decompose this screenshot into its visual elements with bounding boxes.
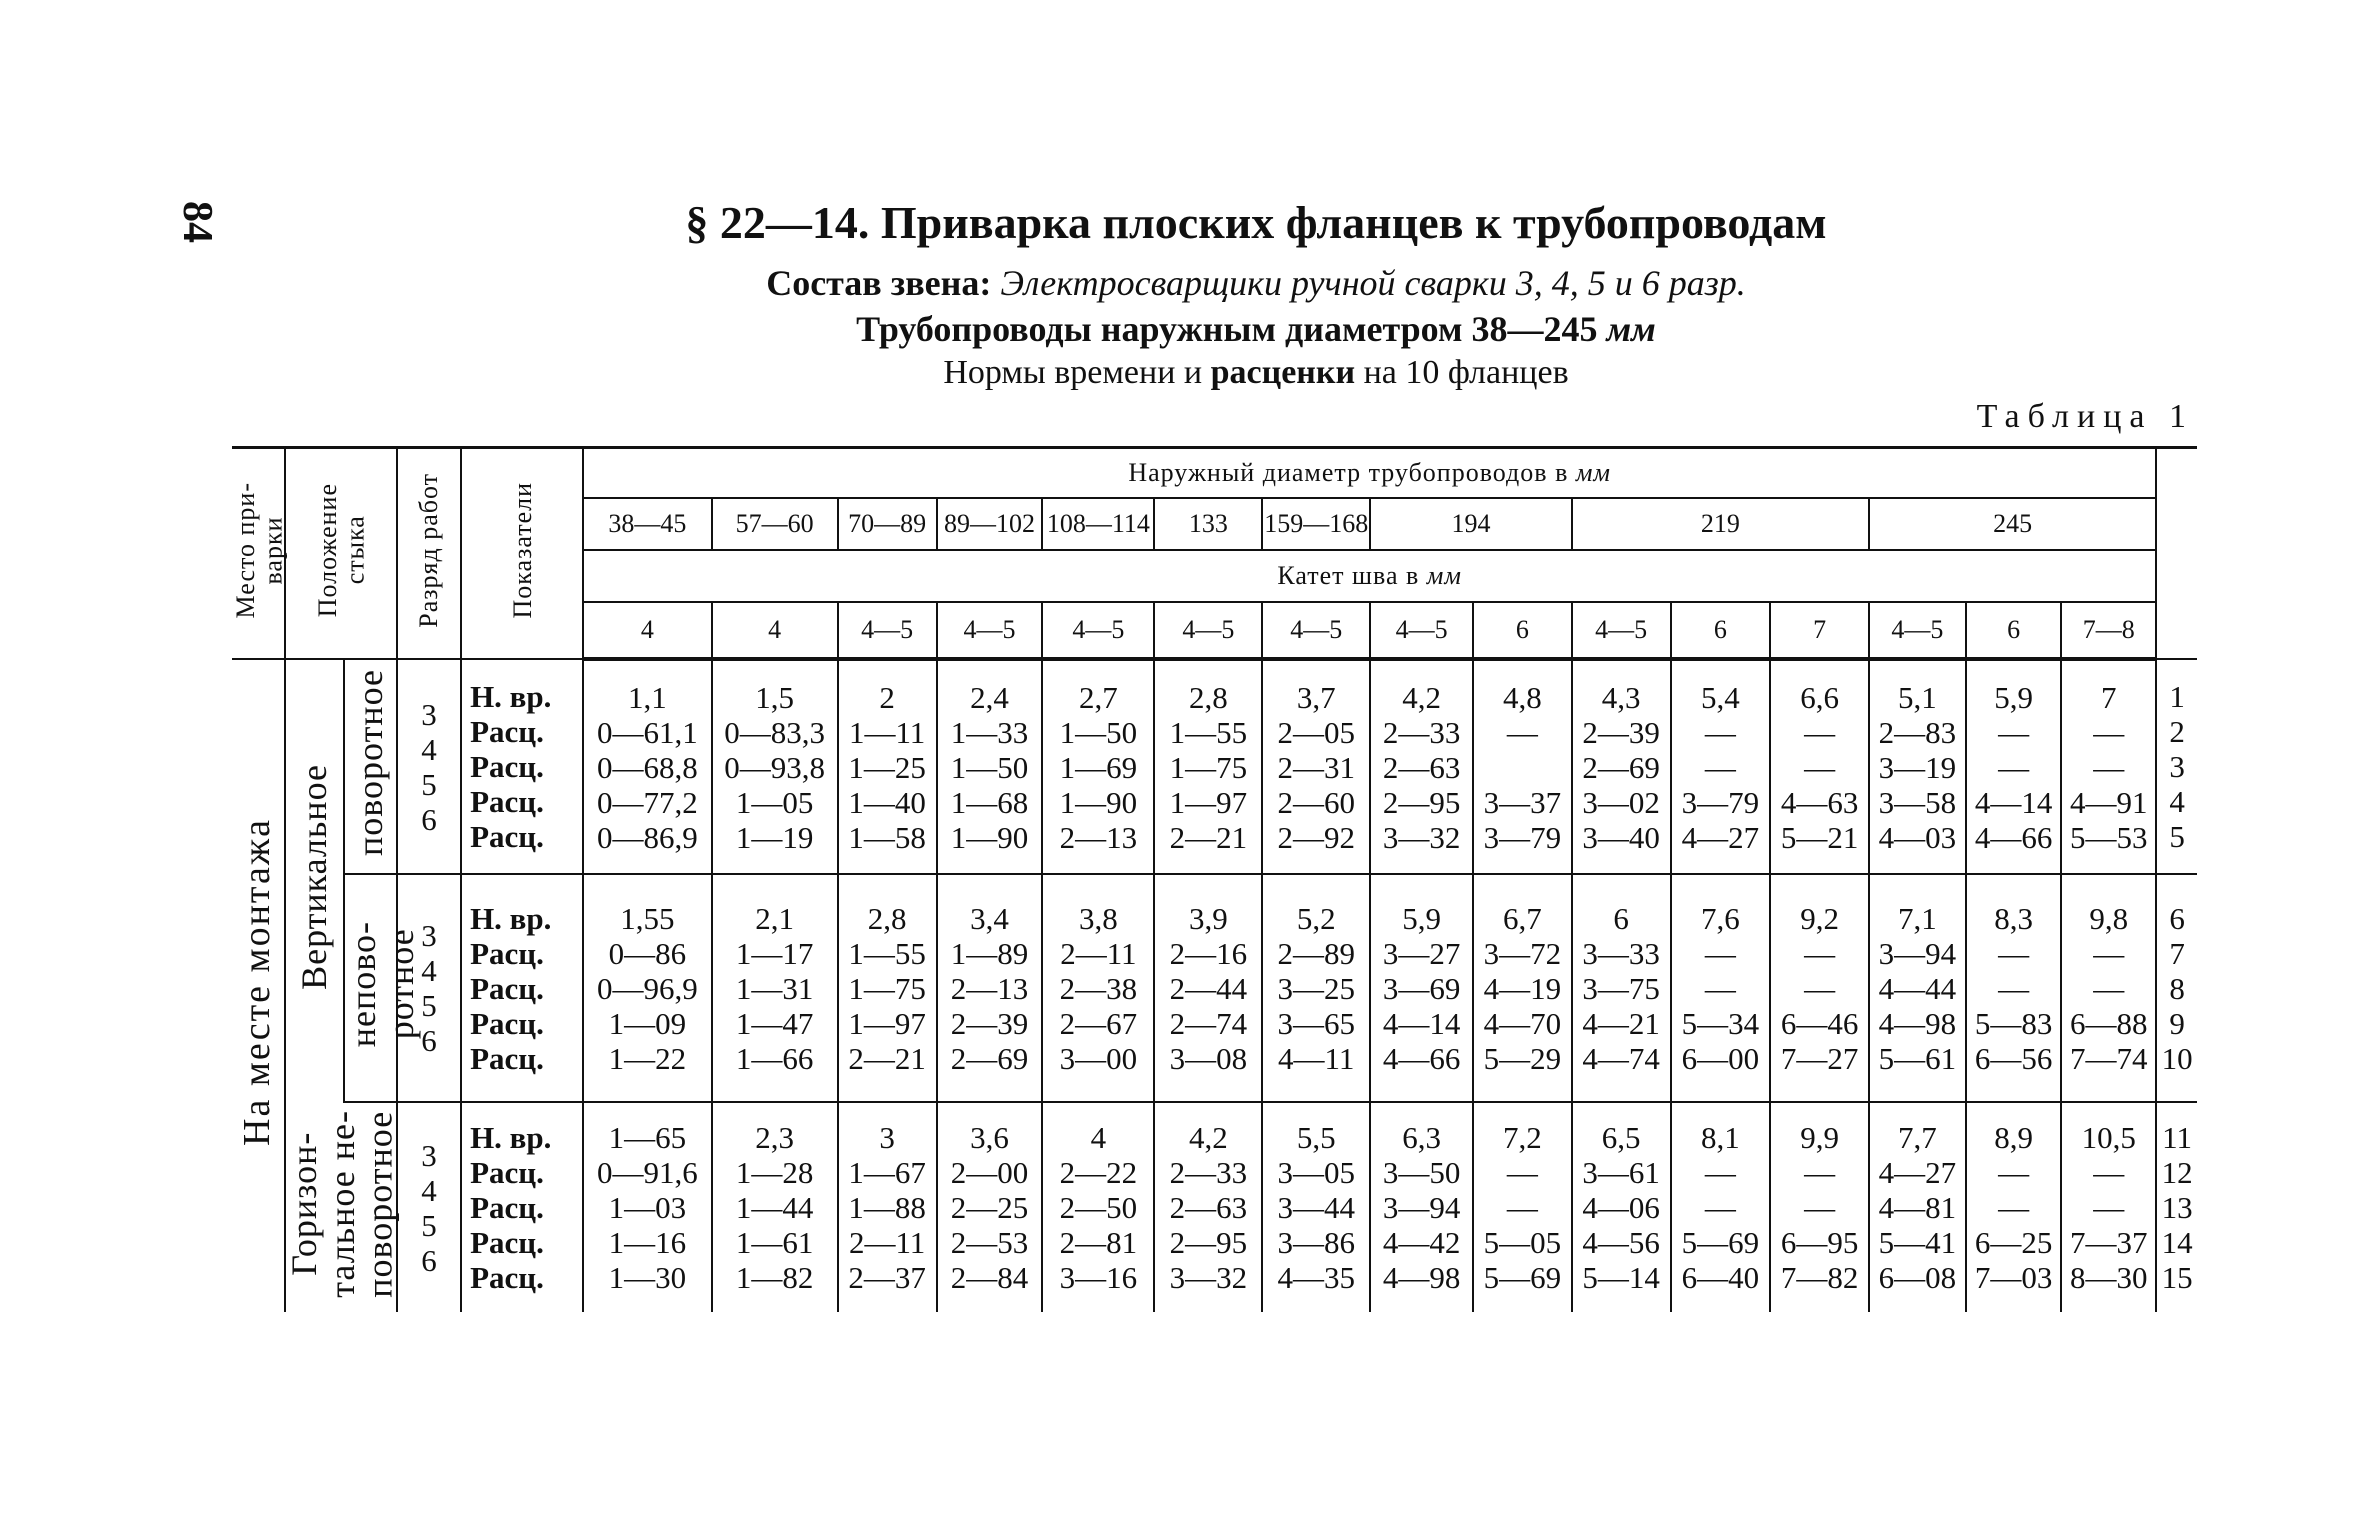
value-cell: 4,2 2—33 2—63 2—95 3—32 [1154,1102,1262,1312]
leg-cell: 4—5 [1370,602,1473,659]
diameter-cell: 70—89 [838,498,937,550]
value-cell: 1—65 0—91,6 1—03 1—16 1—30 [583,1102,711,1312]
diameter-cell: 108—114 [1042,498,1154,550]
grades: 3 4 5 6 [397,874,461,1102]
diameter-cell: 89—102 [937,498,1043,550]
leg-cell: 4—5 [1869,602,1966,659]
value-cell: 9,2 — — 6—46 7—27 [1770,874,1869,1102]
header-rownum [2156,448,2197,660]
indicators: Н. вр. Расц. Расц. Расц. Расц. [461,659,583,874]
leg-cell: 4—5 [1154,602,1262,659]
header-indicators: Показатели [461,448,583,660]
pipes-unit: мм [1606,309,1656,349]
value-cell: 4 2—22 2—50 2—81 3—16 [1042,1102,1154,1312]
value-cell: 2,7 1—50 1—69 1—90 2—13 [1042,659,1154,874]
header-leg: Катет шва в мм [583,550,2156,602]
indicators: Н. вр. Расц. Расц. Расц. Расц. [461,1102,583,1312]
value-cell: 3,9 2—16 2—44 2—74 3—08 [1154,874,1262,1102]
grades: 3 4 5 6 [397,1102,461,1312]
diameter-cell: 38—45 [583,498,711,550]
norms-text-2: на 10 фланцев [1363,354,1569,391]
diameter-cell: 194 [1370,498,1572,550]
leg-cell: 6 [1671,602,1771,659]
leg-cell: 4—5 [1262,602,1370,659]
diameter-cell: 133 [1154,498,1262,550]
vertical-cell: Вертикальное [285,659,344,1102]
value-cell: 5,2 2—89 3—25 3—65 4—11 [1262,874,1370,1102]
diameter-cell: 219 [1572,498,1869,550]
value-cell: 5,9 3—27 3—69 4—14 4—66 [1370,874,1473,1102]
diameter-cell: 57—60 [712,498,838,550]
pipes-text: Трубопроводы наружным диаметром 38—245 [856,309,1598,349]
norms-text-1: Нормы времени и [943,354,1203,391]
leg-cell: 4—5 [1042,602,1154,659]
norms-text-bold: расценки [1210,354,1356,391]
value-cell: 7,6 — — 5—34 6—00 [1671,874,1771,1102]
norms-table [232,446,2197,1312]
composition-label: Состав звена: [766,263,992,303]
value-cell: 3,6 2—00 2—25 2—53 2—84 [937,1102,1043,1312]
row-numbers: 1 2 3 4 5 [2156,659,2197,874]
value-cell: 5,4 — — 3—79 4—27 [1671,659,1771,874]
group-label: непово- ротное [344,874,397,1102]
value-cell: 4,2 2—33 2—63 2—95 3—32 [1370,659,1473,874]
leg-cell: 4 [712,602,838,659]
value-cell: 2,8 1—55 1—75 1—97 2—21 [1154,659,1262,874]
page-number: 84 [174,201,220,243]
value-cell: 7,2 — — 5—05 5—69 [1473,1102,1572,1312]
value-cell: 7,1 3—94 4—44 4—98 5—61 [1869,874,1966,1102]
value-cell: 2,3 1—28 1—44 1—61 1—82 [712,1102,838,1312]
diameter-cell: 245 [1869,498,2156,550]
value-cell: 2,8 1—55 1—75 1—97 2—21 [838,874,937,1102]
value-cell: 1,1 0—61,1 0—68,8 0—77,2 0—86,9 [583,659,711,874]
leg-cell: 7 [1770,602,1869,659]
place-cell: На месте монтажа [236,818,279,1146]
composition-line [0,262,2362,304]
norms-line [0,354,2362,392]
value-cell: 6,5 3—61 4—06 4—56 5—14 [1572,1102,1671,1312]
leg-cell: 4 [583,602,711,659]
header-diameter: Наружный диаметр трубопроводов в мм [583,448,2156,499]
value-cell: 2,1 1—17 1—31 1—47 1—66 [712,874,838,1102]
value-cell: 6,3 3—50 3—94 4—42 4—98 [1370,1102,1473,1312]
value-cell: 2 1—11 1—25 1—40 1—58 [838,659,937,874]
leg-cell: 6 [1473,602,1572,659]
value-cell: 5,9 — — 4—14 4—66 [1966,659,2062,874]
pipes-line [0,308,2362,350]
value-cell: 9,8 — — 6—88 7—74 [2061,874,2156,1102]
section-title: § 22—14. Приварка плоских фланцев к трубопроводам [685,197,1827,248]
header-grade: Разряд работ [397,448,461,660]
value-cell: 6 3—33 3—75 4—21 4—74 [1572,874,1671,1102]
value-cell: 1,5 0—83,3 0—93,8 1—05 1—19 [712,659,838,874]
group-label: поворотное [344,659,397,874]
value-cell: 3,4 1—89 2—13 2—39 2—69 [937,874,1043,1102]
indicators: Н. вр. Расц. Расц. Расц. Расц. [461,874,583,1102]
leg-cell: 4—5 [937,602,1043,659]
value-cell: 5,1 2—83 3—19 3—58 4—03 [1869,659,1966,874]
diameter-cell: 159—168 [1262,498,1370,550]
value-cell: 3,7 2—05 2—31 2—60 2—92 [1262,659,1370,874]
group-label: Горизон- тальное не- поворотное [285,1102,397,1312]
composition-value: Электросварщики ручной сварки 3, 4, 5 и 6 разр. [1000,263,1746,303]
value-cell: 6,6 — — 4—63 5—21 [1770,659,1869,874]
value-cell: 8,3 — — 5—83 6—56 [1966,874,2062,1102]
row-numbers: 11 12 13 14 15 [2156,1102,2197,1312]
leg-cell: 4—5 [838,602,937,659]
header-place: Место при- варки [232,448,285,660]
value-cell: 1,55 0—86 0—96,9 1—09 1—22 [583,874,711,1102]
value-cell: 7 — — 4—91 5—53 [2061,659,2156,874]
value-cell: 6,7 3—72 4—19 4—70 5—29 [1473,874,1572,1102]
leg-cell: 6 [1966,602,2062,659]
value-cell: 3 1—67 1—88 2—11 2—37 [838,1102,937,1312]
header-joint: Положение стыка [285,448,397,660]
value-cell: 8,9 — — 6—25 7—03 [1966,1102,2062,1312]
value-cell: 3,8 2—11 2—38 2—67 3—00 [1042,874,1154,1102]
value-cell: 9,9 — — 6—95 7—82 [1770,1102,1869,1312]
value-cell: 7,7 4—27 4—81 5—41 6—08 [1869,1102,1966,1312]
value-cell: 5,5 3—05 3—44 3—86 4—35 [1262,1102,1370,1312]
value-cell: 4,3 2—39 2—69 3—02 3—40 [1572,659,1671,874]
value-cell: 10,5 — — 7—37 8—30 [2061,1102,2156,1312]
leg-cell: 4—5 [1572,602,1671,659]
grades: 3 4 5 6 [397,659,461,874]
value-cell: 8,1 — — 5—69 6—40 [1671,1102,1771,1312]
value-cell: 2,4 1—33 1—50 1—68 1—90 [937,659,1043,874]
table-label: Таблица 1 [1976,398,2194,435]
value-cell: 4,8 — 3—37 3—79 [1473,659,1572,874]
row-numbers: 6 7 8 9 10 [2156,874,2197,1102]
leg-cell: 7—8 [2061,602,2156,659]
